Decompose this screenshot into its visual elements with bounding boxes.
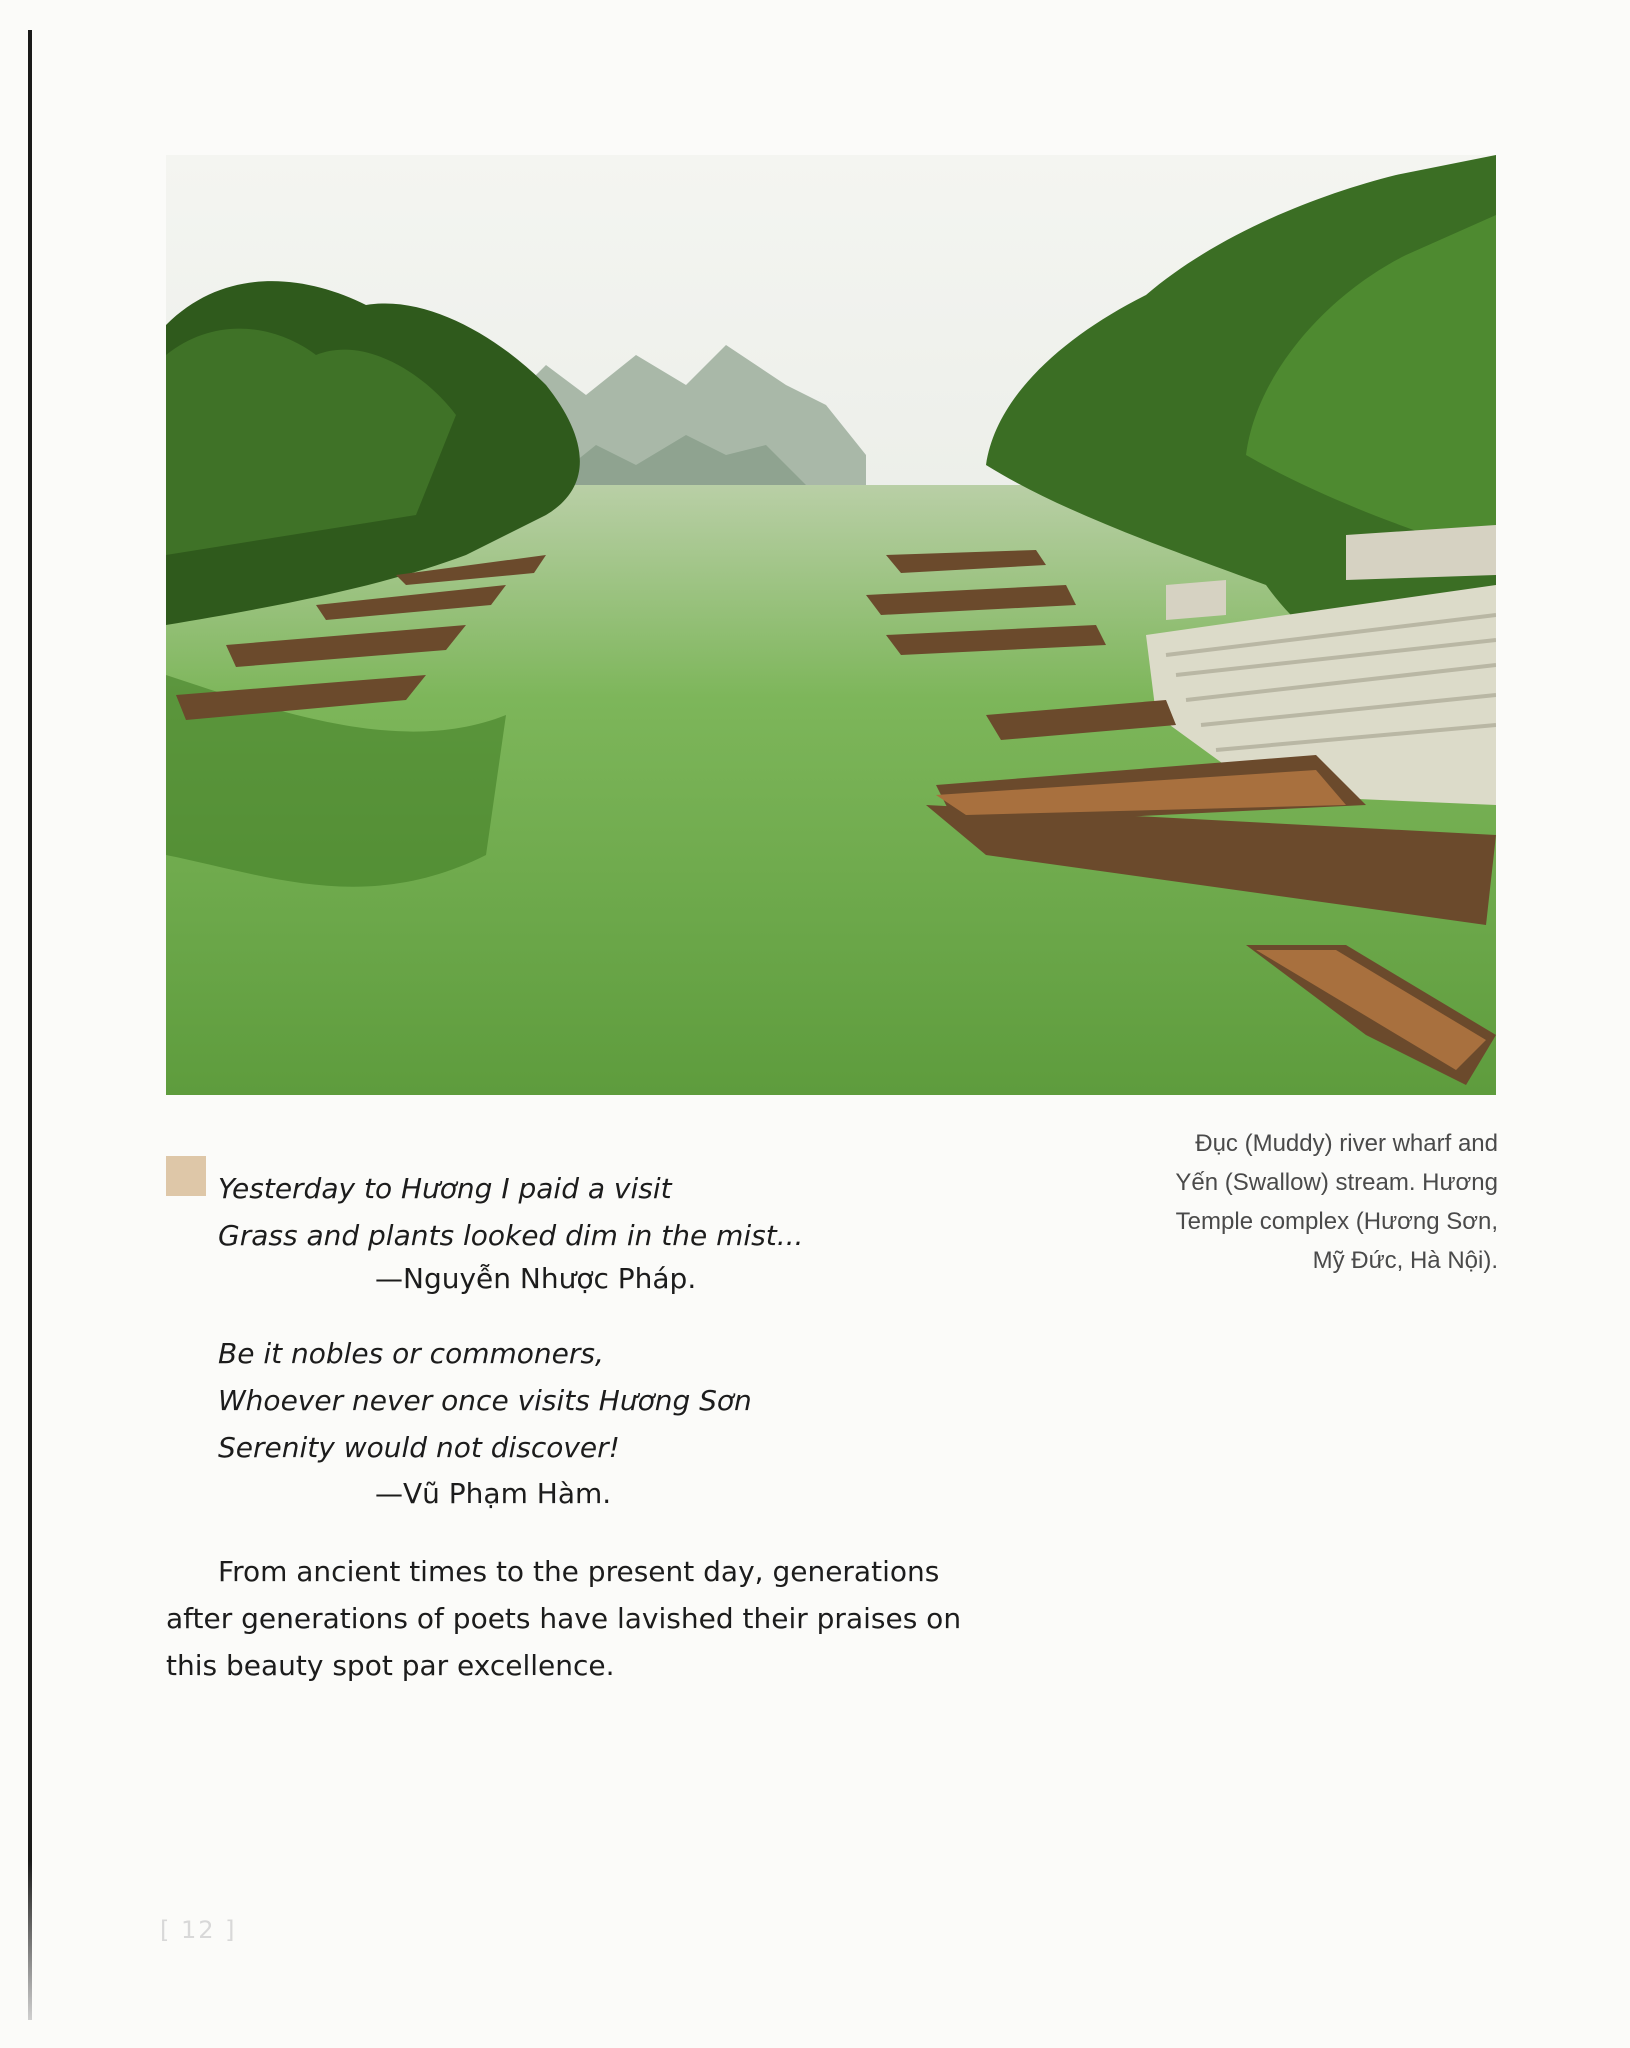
body-paragraph — [166, 1548, 962, 1689]
poem-2-attribution: —Vũ Phạm Hàm. — [375, 1477, 612, 1510]
caption-line: Temple complex (Hương Sơn, — [1175, 1208, 1498, 1235]
poem-line: Grass and plants looked dim in the mist... — [218, 1219, 804, 1252]
body-line: after generations of poets have lavished their praises on — [166, 1602, 962, 1635]
body-line: this beauty spot par excellence. — [166, 1649, 615, 1682]
caption-line: Yến (Swallow) stream. Hương — [1175, 1169, 1498, 1196]
section-marker-square — [166, 1156, 206, 1196]
page-number: [ 12 ] — [160, 1916, 237, 1944]
river-wharf-photo — [166, 155, 1496, 1095]
poem-2 — [218, 1330, 752, 1471]
book-spine-edge — [28, 30, 32, 2020]
caption-line: Mỹ Đức, Hà Nội). — [1312, 1247, 1498, 1274]
poem-line: Serenity would not discover! — [218, 1431, 620, 1464]
body-line: From ancient times to the present day, generations — [218, 1555, 940, 1588]
poem-line: Be it nobles or commoners, — [218, 1337, 604, 1370]
caption-line: Đục (Muddy) river wharf and — [1195, 1130, 1498, 1157]
photo-caption — [1100, 1124, 1498, 1280]
poem-line: Yesterday to Hương I paid a visit — [218, 1172, 672, 1205]
poem-1 — [218, 1165, 803, 1259]
poem-1-attribution: —Nguyễn Nhược Pháp. — [375, 1262, 697, 1295]
photo-illustration — [166, 155, 1496, 1095]
poem-line: Whoever never once visits Hương Sơn — [218, 1384, 752, 1417]
